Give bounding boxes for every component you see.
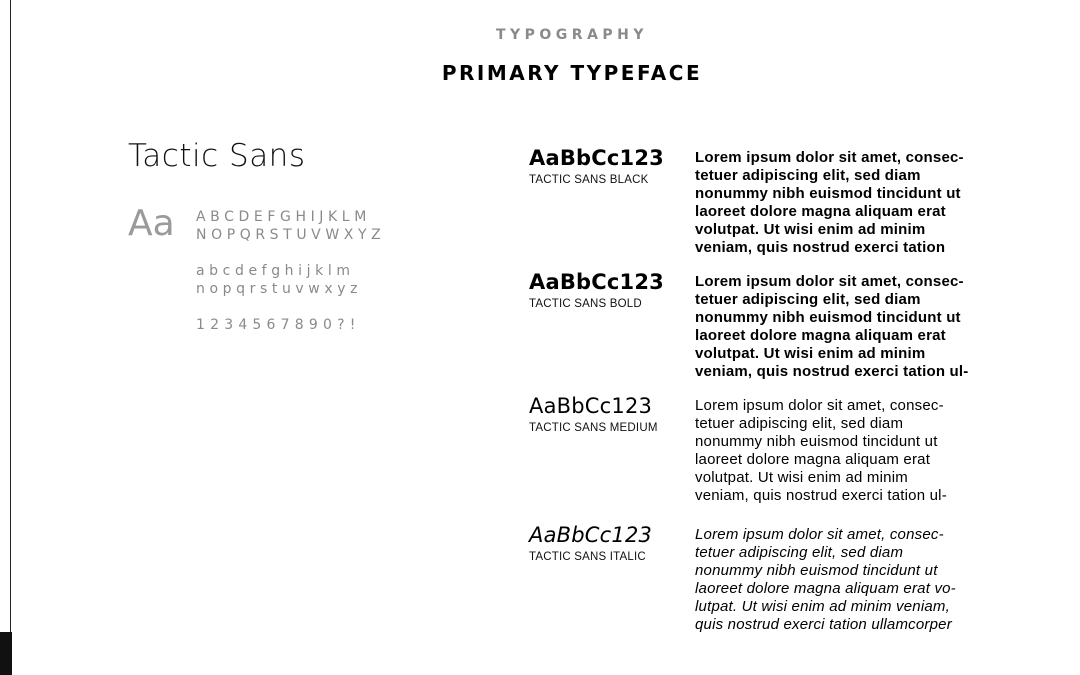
numerals-line: 1234567890?! [196, 317, 361, 333]
lowercase-line-1: abcdefghijklm [196, 263, 355, 279]
weight-sample-black: AaBbCc123 [529, 146, 664, 170]
page-title: PRIMARY TYPEFACE [441, 61, 703, 85]
typeface-family-name: Tactic Sans [128, 138, 306, 174]
lorem-bold: Lorem ipsum dolor sit amet, consec- tetuer adipiscing elit, sed diam nonummy nibh euismod tincidunt ut laoreet dolore magna aliquam erat volutpat. Ut wisi enim ad minim veniam, quis nostrud exerci tation ul- [695, 273, 969, 380]
uppercase-line-1: ABCDEFGHIJKLM [196, 209, 371, 225]
weight-label-medium: TACTIC SANS MEDIUM [529, 422, 658, 434]
uppercase-line-2: NOPQRSTUVWXYZ [196, 227, 386, 243]
weight-block-italic [529, 523, 652, 563]
weight-label-italic: TACTIC SANS ITALIC [529, 551, 646, 563]
lorem-black: Lorem ipsum dolor sit amet, consec- tetuer adipiscing elit, sed diam nonummy nibh euismod tincidunt ut laoreet dolore magna aliquam erat volutpat. Ut wisi enim ad minim veniam, quis nostrud exerci tation [695, 149, 964, 256]
weight-sample-bold: AaBbCc123 [529, 270, 664, 294]
weight-sample-italic: AaBbCc123 [529, 523, 653, 547]
lorem-medium: Lorem ipsum dolor sit amet, consec- tetuer adipiscing elit, sed diam nonummy nibh euismod tincidunt ut laoreet dolore magna aliquam erat volutpat. Ut wisi enim ad minim veniam, quis nostrud exerci tation ul- [695, 397, 947, 504]
page-edge-line [10, 0, 11, 635]
section-eyebrow: TYPOGRAPHY [495, 27, 649, 43]
weight-block-bold [529, 270, 664, 310]
aa-glyph-sample: Aa [128, 203, 175, 244]
weight-block-medium [529, 394, 658, 434]
weight-block-black [529, 146, 664, 186]
lorem-italic: Lorem ipsum dolor sit amet, consec- tetuer adipiscing elit, sed diam nonummy nibh euismod tincidunt ut laoreet dolore magna aliquam erat vo- lutpat. Ut wisi enim ad minim veniam, quis nostrud exerci tation ullamcorper [695, 526, 956, 633]
weight-label-bold: TACTIC SANS BOLD [529, 298, 642, 310]
weight-label-black: TACTIC SANS BLACK [529, 174, 649, 186]
weight-sample-medium: AaBbCc123 [529, 394, 653, 418]
page-edge-tab [0, 632, 12, 675]
lowercase-line-2: nopqrstuvwxyz [196, 281, 363, 297]
